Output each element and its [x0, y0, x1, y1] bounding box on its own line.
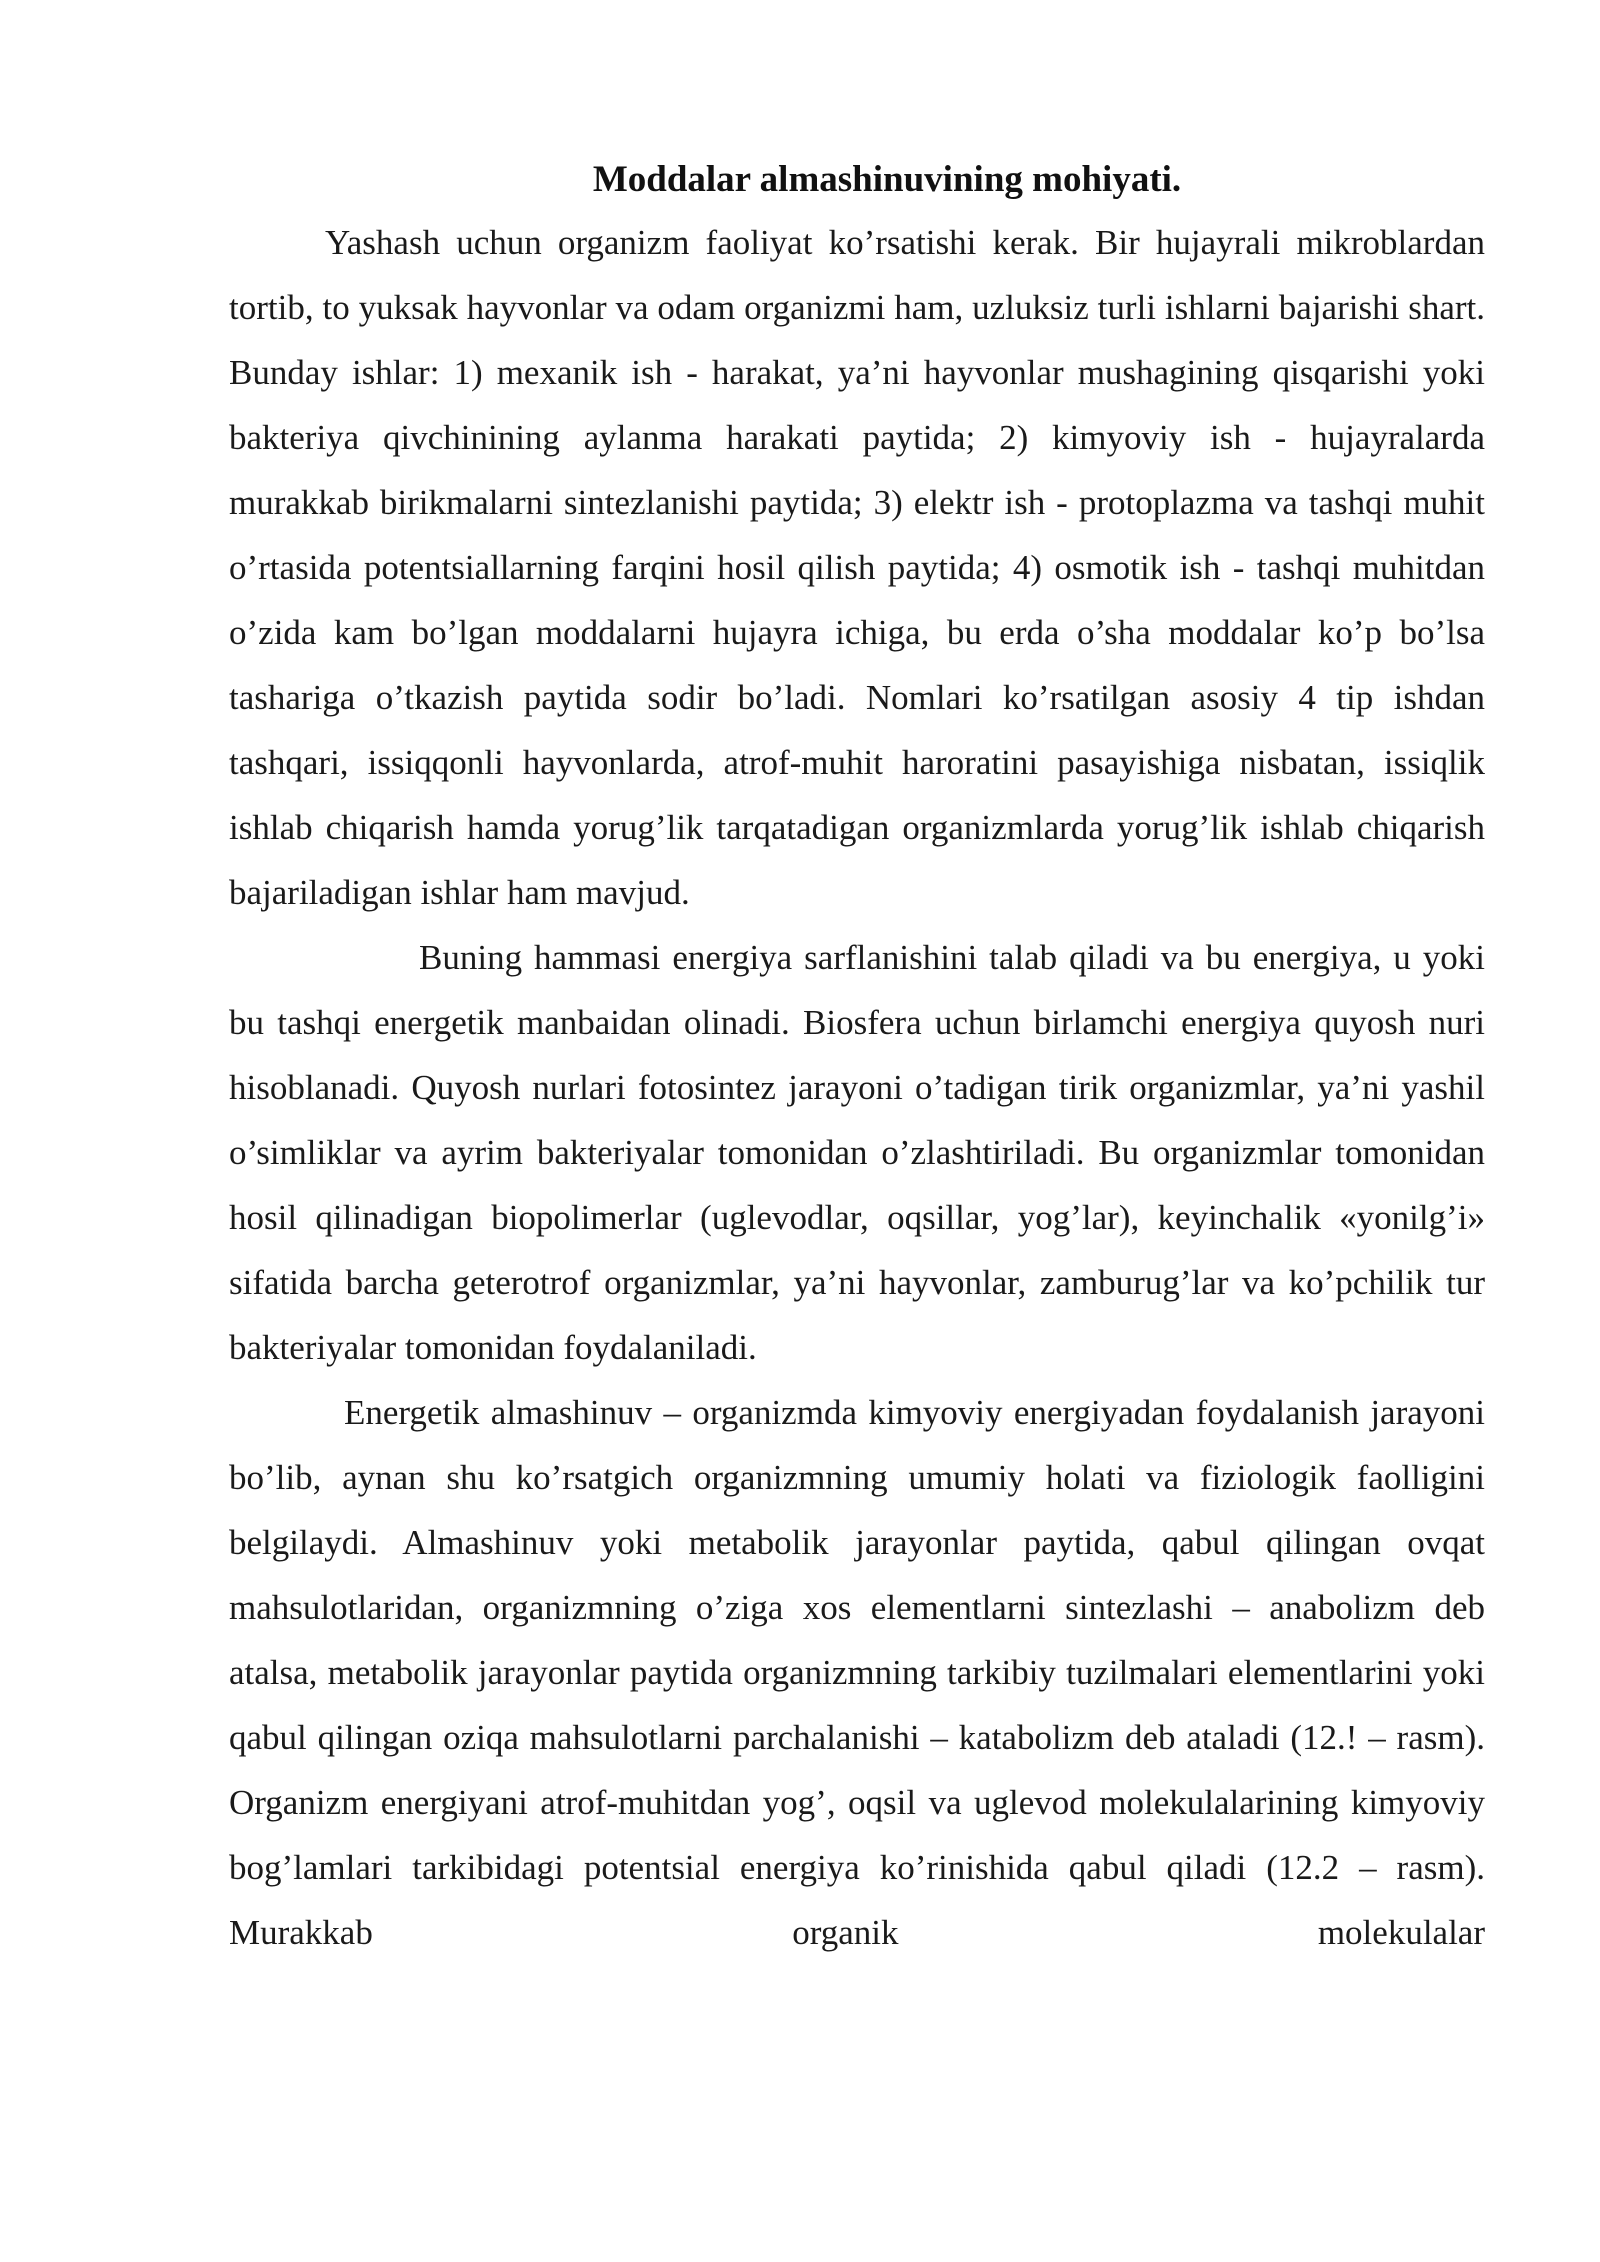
paragraph-energy-exchange: Energetik almashinuv – organizmda kimyoviy energiyadan foydalanish jarayoni bo’lib, aynan shu ko’rsatgich organizmning umumiy holati va fiziologik faolligini belgilaydi. Almashinuv yoki metabolik jarayonlar paytida, qabul qilingan ovqat mahsulotlaridan, organizmning o’ziga xos elementlarni sintezlashi – anabolizm deb atalsa, metabolik jarayonlar paytida organizmning tarkibiy tuzilmalari elementlarini yoki qabul qilingan oziqa mahsulotlarni parchalanishi – katabolizm deb ataladi (12.! – rasm). Organizm energiyani atrof-muhitdan yog’, oqsil va uglevod molekulalarining kimyoviy bog’lamlari tarkibidagi potentsial energiya ko’rinishida qabul qiladi (12.2 – rasm). Murakkab organik molekulalar — [229, 1393, 1485, 1952]
document-body — [229, 150, 1485, 1965]
document-title: Moddalar almashinuvining mohiyati. — [592, 159, 1182, 200]
paragraph-energy-sources: Buning hammasi energiya sarflanishini talab qiladi va bu energiya, u yoki bu tashqi energetik manbaidan olinadi. Biosfera uchun birlamchi energiya quyosh nuri hisoblanadi. Quyosh nurlari fotosintez jarayoni o’tadigan tirik organizmlar, ya’ni yashil o’simliklar va ayrim bakteriyalar tomonidan o’zlashtiriladi. Bu organizmlar tomonidan hosil qilinadigan biopolimerlar (uglevodlar, oqsillar, yog’lar), keyinchalik «yonilg’i» sifatida barcha geterotrof organizmlar, ya’ni hayvonlar, zamburug’lar va ko’pchilik tur bakteriyalar tomonidan foydalaniladi. — [229, 938, 1485, 1367]
paragraph-work-types: Yashash uchun organizm faoliyat ko’rsatishi kerak. Bir hujayrali mikroblardan tortib, to yuksak hayvonlar va odam organizmi ham, uzluksiz turli ishlarni bajarishi shart. Bunday ishlar: 1) mexanik ish - harakat, ya’ni hayvonlar mushagining qisqarishi yoki bakteriya qivchinining aylanma harakati paytida; 2) kimyoviy ish - hujayralarda murakkab birikmalarni sintezlanishi paytida; 3) elektr ish - protoplazma va tashqi muhit o’rtasida potentsiallarning farqini hosil qilish paytida; 4) osmotik ish - tashqi muhitdan o’zida kam bo’lgan moddalarni hujayra ichiga, bu erda o’sha moddalar ko’p bo’lsa tashariga o’tkazish paytida sodir bo’ladi. Nomlari ko’rsatilgan asosiy 4 tip ishdan tashqari, issiqqonli hayvonlarda, atrof-muhit haroratini pasayishiga nisbatan, issiqlik ishlab chiqarish hamda yorug’lik tarqatadigan organizmlarda yorug’lik ishlab chiqarish bajariladigan ishlar ham mavjud. — [229, 223, 1485, 912]
